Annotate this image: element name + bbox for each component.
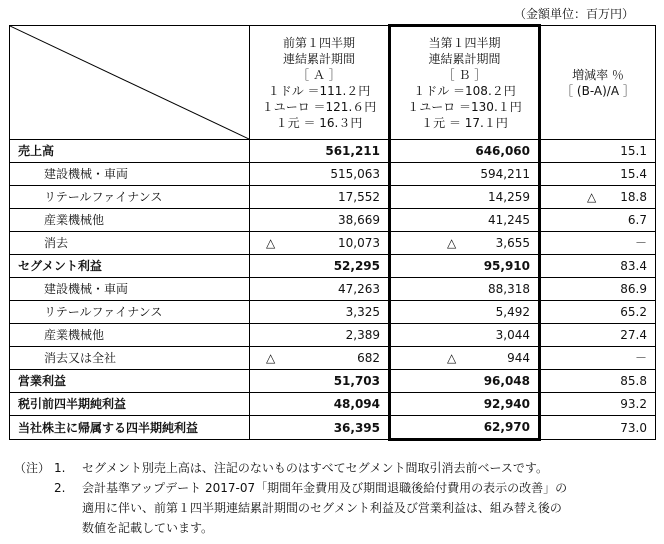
- header-row: [10, 26, 656, 140]
- corner-cell: [10, 26, 250, 140]
- row-label: 消去又は全社: [10, 347, 250, 370]
- curr-value: 95,910: [390, 255, 540, 278]
- row-label: 当社株主に帰属する四半期純利益: [10, 416, 250, 440]
- header-curr-line: 当第１四半期: [428, 36, 501, 50]
- curr-value: 5,492: [390, 301, 540, 324]
- financial-table: [9, 24, 656, 441]
- prev-value: 48,094: [250, 393, 390, 416]
- table-row: [10, 278, 656, 301]
- negative-mark: △: [447, 236, 457, 250]
- header-prev-line: 連結累計期間: [282, 51, 355, 66]
- note-text: 数値を記載しています。: [82, 521, 214, 535]
- rate-value: 15.1: [540, 140, 656, 163]
- header-curr-line: 連結累計期間: [428, 52, 501, 66]
- row-label: 売上高: [10, 140, 250, 163]
- note-item: [14, 458, 642, 478]
- notes-mark: （注）: [14, 461, 51, 475]
- curr-value: [390, 347, 540, 370]
- row-label: 税引前四半期純利益: [10, 393, 250, 416]
- rate-value: 93.2: [540, 393, 656, 416]
- prev-number: 682: [357, 351, 380, 365]
- curr-number: 944: [507, 351, 530, 365]
- row-label: 消去: [10, 232, 250, 255]
- table-row: [10, 347, 656, 370]
- row-label: リテールファイナンス: [10, 301, 250, 324]
- prev-value: 515,063: [250, 163, 390, 186]
- curr-value: 88,318: [390, 278, 540, 301]
- table-row: [10, 163, 656, 186]
- header-rate: [540, 26, 656, 140]
- header-prev-line: １元 ＝ 16.３円: [275, 115, 363, 130]
- rate-value: 83.4: [540, 255, 656, 278]
- table-row: [10, 186, 656, 209]
- curr-value: 41,245: [390, 209, 540, 232]
- prev-value: 52,295: [250, 255, 390, 278]
- negative-mark: △: [266, 236, 276, 250]
- table-row: [10, 301, 656, 324]
- header-prev-line: １ユーロ ＝121.６円: [261, 99, 377, 114]
- rate-value: [540, 186, 656, 209]
- rate-number: 18.8: [620, 190, 647, 204]
- rate-value: 65.2: [540, 301, 656, 324]
- header-curr: [390, 26, 540, 140]
- note-text: セグメント別売上高は、注記のないものはすべてセグメント間取引消去前ベースです。: [82, 461, 548, 475]
- row-label: セグメント利益: [10, 255, 250, 278]
- curr-value: 646,060: [390, 140, 540, 163]
- note-continuation: [14, 498, 642, 518]
- curr-number: 3,655: [495, 236, 530, 250]
- rate-value: －: [540, 232, 656, 255]
- table-row: [10, 140, 656, 163]
- table-row: [10, 232, 656, 255]
- table-row: [10, 324, 656, 347]
- row-label: 建設機械・車両: [10, 163, 250, 186]
- notes: [14, 458, 642, 538]
- negative-mark: △: [587, 190, 597, 204]
- header-curr-line: ［ Ｂ ］: [442, 68, 487, 82]
- rate-value: 85.8: [540, 370, 656, 393]
- table-row: [10, 255, 656, 278]
- curr-value: 62,970: [390, 416, 540, 440]
- prev-value: [250, 347, 390, 370]
- note-text: 会計基準アップデート 2017-07「期間年金費用及び期間退職後給付費用の表示の改善」の: [82, 481, 568, 495]
- curr-value: 14,259: [390, 186, 540, 209]
- diagonal-line: [10, 26, 249, 139]
- curr-value: 594,211: [390, 163, 540, 186]
- rate-value: －: [540, 347, 656, 370]
- prev-value: [250, 232, 390, 255]
- curr-value: 96,048: [390, 370, 540, 393]
- table-row: [10, 393, 656, 416]
- prev-value: 3,325: [250, 301, 390, 324]
- header-prev: [250, 26, 390, 140]
- prev-value: 17,552: [250, 186, 390, 209]
- note-item: [14, 478, 642, 498]
- table-row: [10, 209, 656, 232]
- row-label: 産業機械他: [10, 209, 250, 232]
- prev-value: 38,669: [250, 209, 390, 232]
- table-row: [10, 416, 656, 440]
- curr-value: [390, 232, 540, 255]
- prev-value: 47,263: [250, 278, 390, 301]
- row-label: 建設機械・車両: [10, 278, 250, 301]
- table-row: [10, 370, 656, 393]
- header-prev-line: 前第１四半期: [282, 35, 355, 50]
- header-rate-line: 増減率 ％: [572, 67, 624, 82]
- note-continuation: [14, 518, 642, 538]
- rate-value: 15.4: [540, 163, 656, 186]
- row-label: 営業利益: [10, 370, 250, 393]
- rate-value: 73.0: [540, 416, 656, 440]
- note-number: 2.: [54, 481, 66, 495]
- prev-value: 2,389: [250, 324, 390, 347]
- negative-mark: △: [266, 351, 276, 365]
- curr-value: 92,940: [390, 393, 540, 416]
- row-label: 産業機械他: [10, 324, 250, 347]
- rate-value: 86.9: [540, 278, 656, 301]
- header-rate-line: ［ (B-A)/A ］: [561, 83, 635, 98]
- prev-value: 561,211: [250, 140, 390, 163]
- header-curr-line: １元 ＝ 17.１円: [421, 116, 508, 130]
- note-text: 適用に伴い、前第１四半期連結累計期間のセグメント利益及び営業利益は、組み替え後の: [82, 501, 562, 515]
- unit-label: （金額単位：百万円）: [513, 7, 634, 21]
- note-number: 1.: [54, 461, 66, 475]
- curr-value: 3,044: [390, 324, 540, 347]
- prev-value: 51,703: [250, 370, 390, 393]
- header-curr-line: １ユーロ ＝130.１円: [407, 100, 522, 114]
- rate-value: 6.7: [540, 209, 656, 232]
- negative-mark: △: [447, 351, 457, 365]
- prev-value: 36,395: [250, 416, 390, 440]
- header-prev-line: １ドル ＝111.２円: [267, 83, 371, 98]
- header-prev-line: ［ Ａ ］: [297, 67, 341, 82]
- row-label: リテールファイナンス: [10, 186, 250, 209]
- prev-number: 10,073: [338, 236, 380, 250]
- rate-value: 27.4: [540, 324, 656, 347]
- header-curr-line: １ドル ＝108.２円: [413, 84, 516, 98]
